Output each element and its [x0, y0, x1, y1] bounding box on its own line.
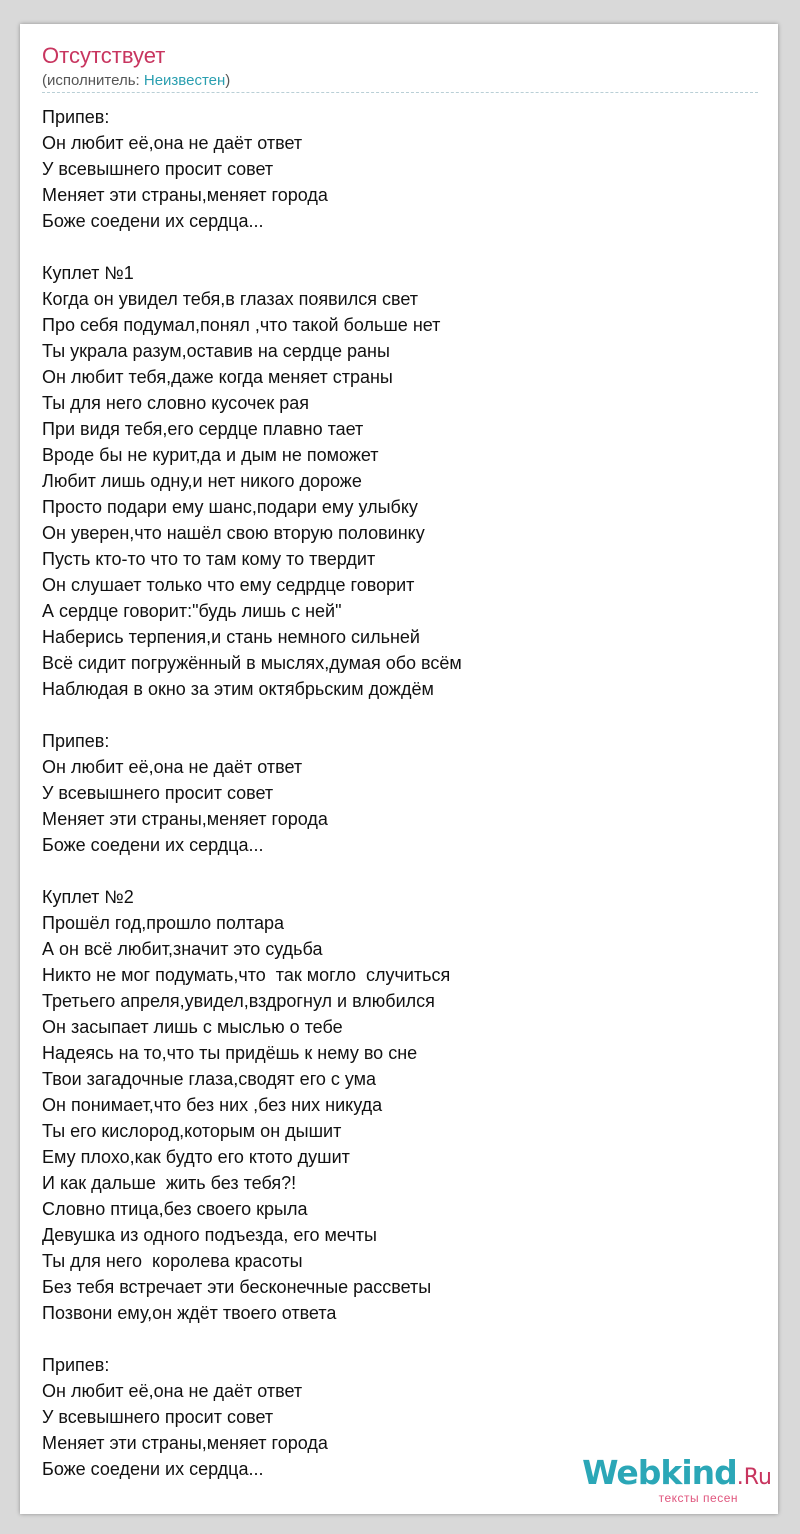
- logo-word: Webkind: [582, 1453, 737, 1492]
- artist-prefix: (исполнитель:: [42, 72, 144, 89]
- lyric-line: И как дальше жить без тебя?!: [42, 1173, 297, 1193]
- lyric-line: Он засыпает лишь с мыслью о тебе: [42, 1017, 343, 1037]
- lyric-line: Припев:: [42, 1355, 110, 1375]
- logo-subtitle: тексты песен: [658, 1491, 738, 1505]
- lyric-line: Позвони ему,он ждёт твоего ответа: [42, 1303, 337, 1323]
- lyric-line: Он понимает,что без них ,без них никуда: [42, 1095, 383, 1115]
- lyric-line: Меняет эти страны,меняет города: [42, 1433, 328, 1453]
- lyric-line: Куплет №1: [42, 263, 134, 283]
- lyric-line: Словно птица,без своего крыла: [42, 1199, 308, 1219]
- lyric-line: Без тебя встречает эти бесконечные рассветы: [42, 1277, 432, 1297]
- lyric-line: У всевышнего просит совет: [42, 159, 274, 179]
- lyric-line: А он всё любит,значит это судьба: [42, 939, 323, 959]
- lyric-line: А сердце говорит:"будь лишь с ней": [42, 601, 342, 621]
- lyric-line: Меняет эти страны,меняет города: [42, 185, 328, 205]
- lyric-line: Прошёл год,прошло полтара: [42, 913, 285, 933]
- lyric-line: Вроде бы не курит,да и дым не поможет: [42, 445, 379, 465]
- lyric-line: Ему плохо,как будто его ктото душит: [42, 1147, 350, 1167]
- lyric-line: Просто подари ему шанс,подари ему улыбку: [42, 497, 418, 517]
- lyric-line: Боже соедени их сердца...: [42, 211, 264, 231]
- stanza-gap: [42, 858, 762, 884]
- song-title: Отсутствует: [42, 43, 166, 68]
- stanza-gap: [42, 702, 762, 728]
- lyric-line: Он любит её,она не даёт ответ: [42, 133, 303, 153]
- lyric-line: Он любит её,она не даёт ответ: [42, 1381, 303, 1401]
- lyric-line: При видя тебя,его сердце плавно тает: [42, 419, 364, 439]
- lyric-line: Ты для него королева красоты: [42, 1251, 303, 1271]
- lyric-line: Ты украла разум,оставив на сердце раны: [42, 341, 390, 361]
- lyrics-card: [20, 24, 778, 1514]
- lyric-line: Меняет эти страны,меняет города: [42, 809, 328, 829]
- lyric-line: Припев:: [42, 107, 110, 127]
- lyric-line: Он уверен,что нашёл свою вторую половинку: [42, 523, 425, 543]
- stanza-gap: [42, 1326, 762, 1352]
- lyric-line: Всё сидит погружённый в мыслях,думая обо всём: [42, 653, 462, 673]
- lyric-line: Ты его кислород,которым он дышит: [42, 1121, 342, 1141]
- title-divider: [42, 92, 758, 93]
- lyric-line: Наберись терпения,и стань немного сильней: [42, 627, 420, 647]
- lyric-line: Ты для него словно кусочек рая: [42, 393, 309, 413]
- lyric-line: Припев:: [42, 731, 110, 751]
- lyric-line: У всевышнего просит совет: [42, 1407, 274, 1427]
- lyric-line: Боже соедени их сердца...: [42, 1459, 264, 1479]
- lyric-line: Никто не мог подумать,что так могло случиться: [42, 965, 451, 985]
- lyric-line: Куплет №2: [42, 887, 134, 907]
- lyric-line: Любит лишь одну,и нет никого дороже: [42, 471, 362, 491]
- lyric-line: Пусть кто-то что то там кому то твердит: [42, 549, 376, 569]
- lyric-line: Твои загадочные глаза,сводят его с ума: [42, 1069, 377, 1089]
- lyric-line: Боже соедени их сердца...: [42, 835, 264, 855]
- artist-line: [42, 71, 230, 91]
- lyric-line: Про себя подумал,понял ,что такой больше нет: [42, 315, 441, 335]
- lyric-line: Наблюдая в окно за этим октябрьским дождём: [42, 679, 434, 699]
- lyric-line: Третьего апреля,увидел,вздрогнул и влюбился: [42, 991, 435, 1011]
- lyric-line: Надеясь на то,что ты придёшь к нему во сне: [42, 1043, 418, 1063]
- lyric-line: Он любит тебя,даже когда меняет страны: [42, 367, 393, 387]
- lyric-line: Когда он увидел тебя,в глазах появился свет: [42, 289, 418, 309]
- lyric-line: Девушка из одного подъезда, его мечты: [42, 1225, 377, 1245]
- site-logo[interactable]: [572, 1454, 772, 1510]
- artist-suffix: ): [225, 72, 231, 89]
- lyric-line: Он любит её,она не даёт ответ: [42, 757, 303, 777]
- lyric-line: Он слушает только что ему седрдце говорит: [42, 575, 415, 595]
- stanza-gap: [42, 234, 762, 260]
- lyric-line: У всевышнего просит совет: [42, 783, 274, 803]
- artist-link[interactable]: Неизвестен: [143, 72, 226, 89]
- lyrics-text: [42, 104, 762, 1482]
- logo-tld: .Ru: [736, 1465, 772, 1490]
